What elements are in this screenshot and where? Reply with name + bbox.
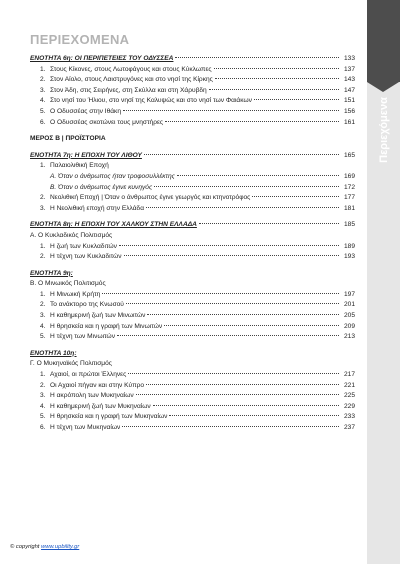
item-number: 5.: [40, 333, 46, 341]
side-tab-label-area: [367, 90, 400, 170]
item-number: 4.: [40, 97, 46, 105]
page-number: 217: [343, 371, 355, 379]
dot-leader: [128, 373, 339, 374]
item-number: 1.: [40, 162, 46, 170]
toc-item[interactable]: [30, 204, 355, 215]
dot-leader: [177, 175, 339, 176]
side-tab-top-block: [367, 0, 400, 82]
item-text-group: [30, 423, 120, 434]
subsection-label-text: Α. Ο Κυκλαδικός Πολιτισμός: [30, 231, 113, 239]
toc-section-heading[interactable]: [30, 151, 355, 162]
toc-subsection-label[interactable]: [30, 359, 355, 370]
page-number: 193: [343, 253, 355, 261]
toc-item[interactable]: [30, 86, 355, 97]
item-text-group: [30, 391, 134, 402]
item-text: Παλαιολιθική Εποχή: [50, 162, 109, 170]
page-number: 237: [343, 424, 355, 431]
table-of-contents: [30, 54, 355, 434]
part-heading-text: ΜΕΡΟΣ Β | ΠΡΟΪΣΤΟΡΙΑ: [30, 135, 106, 143]
item-text-group: [30, 75, 213, 86]
page-number: 161: [343, 118, 355, 126]
toc-subitem[interactable]: [30, 172, 355, 183]
item-text: Το ανάκτορο της Κνωσού: [50, 301, 124, 309]
page-number: 151: [343, 97, 355, 105]
toc-item[interactable]: [30, 412, 355, 423]
item-text-group: [30, 290, 100, 301]
item-text: Η τέχνη των Κυκλαδιτών: [50, 253, 122, 261]
toc-item[interactable]: [30, 193, 355, 204]
item-text: Η θρησκεία και η γραφή των Μυκηναίων: [50, 413, 168, 421]
item-number: 3.: [40, 312, 46, 320]
item-number: 3.: [40, 392, 46, 400]
item-text-group: [30, 412, 167, 423]
item-number: 2.: [40, 253, 46, 261]
dot-leader: [124, 255, 339, 256]
item-text: Ο Οδυσσέας σκοτώνει τους μνηστήρες: [50, 118, 164, 126]
item-text: Η τέχνη των Μινωιτών: [50, 333, 116, 341]
toc-item[interactable]: [30, 332, 355, 343]
dot-leader: [165, 121, 339, 122]
item-text: Στους Κίκονες, στους Λωτοφάγους και στους Κύκλωπες: [50, 65, 212, 73]
page-number: 229: [343, 402, 355, 410]
page-number: 209: [343, 322, 355, 330]
subitem-text: Όταν ο άνθρωπος έγινε κυνηγός: [58, 183, 153, 191]
dot-leader: [144, 154, 339, 155]
item-number: 4.: [40, 322, 46, 330]
item-text-group: [30, 118, 163, 129]
item-text: Νεολιθική Εποχή | Όταν ο άνθρωπος έγινε γεωργός και κτηνοτρόφος: [50, 194, 251, 202]
dot-leader: [209, 89, 339, 90]
dot-leader: [147, 314, 339, 315]
item-number: 6.: [40, 118, 46, 126]
page-number: 205: [343, 312, 355, 320]
toc-item[interactable]: [30, 75, 355, 86]
toc-item[interactable]: [30, 65, 355, 76]
item-text-group: [30, 311, 145, 322]
dot-leader: [254, 99, 339, 100]
toc-section-heading[interactable]: [30, 220, 355, 231]
item-text: Η ακρόπολη των Μυκηναίων: [50, 392, 134, 400]
page-number: 147: [343, 86, 355, 94]
toc-item[interactable]: [30, 311, 355, 322]
page-title: ΠΕΡΙΕΧΟΜΕΝΑ: [30, 32, 130, 47]
item-number: 2.: [40, 381, 46, 389]
item-number: 5.: [40, 107, 46, 115]
item-text: Οι Αχαιοί πήγαν και στην Κύπρο: [50, 381, 145, 389]
item-text: Η Νεολιθική εποχή στην Ελλάδα: [50, 204, 145, 212]
page-number: 201: [343, 301, 355, 309]
subitem-letter: B.: [50, 183, 57, 191]
item-text-group: [30, 402, 151, 413]
dot-leader: [214, 68, 339, 69]
item-number: 3.: [40, 204, 46, 212]
item-text-group: [30, 252, 122, 263]
section-heading-text: ΕΝΟΤΗΤΑ 8η: Η ΕΠΟΧΗ ΤΟΥ ΧΑΛΚΟΥ ΣΤΗΝ ΕΛΛΑΔΑ: [30, 221, 197, 229]
item-text-group: [30, 193, 250, 204]
toc-item[interactable]: [30, 118, 355, 129]
subitem-text-group: [30, 183, 152, 194]
item-text-group: [30, 96, 252, 107]
toc-item[interactable]: [30, 391, 355, 402]
toc-item[interactable]: [30, 252, 355, 263]
toc-item[interactable]: [30, 370, 355, 381]
toc-item[interactable]: [30, 107, 355, 118]
footer: [10, 544, 79, 550]
dot-leader: [175, 57, 339, 58]
dot-leader: [154, 186, 339, 187]
toc-item[interactable]: [30, 242, 355, 253]
subitem-letter: A.: [50, 172, 57, 180]
item-number: 1.: [40, 371, 46, 379]
toc-item[interactable]: [30, 96, 355, 107]
dot-leader: [117, 335, 339, 336]
section-heading-text: ΕΝΟΤΗΤΑ 7η: Η ΕΠΟΧΗ ΤΟΥ ΛΙΘΟΥ: [30, 151, 142, 159]
item-text: Αχαιοί, οι πρώτοι Έλληνες: [50, 371, 127, 379]
dot-leader: [122, 426, 339, 427]
item-number: 2.: [40, 76, 46, 84]
page-number: 185: [343, 221, 355, 229]
page-number: 172: [343, 183, 355, 191]
page-number: 137: [343, 65, 355, 73]
item-number: 2.: [40, 301, 46, 309]
toc-item[interactable]: [30, 161, 355, 172]
toc-item[interactable]: [30, 402, 355, 413]
item-text: Στον Αίολο, στους Λαιστρυγόνες και στο νησί της Κίρκης: [50, 76, 213, 84]
item-text-group: [30, 161, 109, 172]
item-text: Η καθημερινή ζωή των Μυκηναίων: [50, 402, 151, 410]
item-text: Στον Άδη, στις Σειρήνες, στη Σκύλλα και στη Χάρυβδη: [50, 86, 207, 94]
toc-item[interactable]: [30, 290, 355, 301]
dot-leader: [119, 245, 339, 246]
item-number: 5.: [40, 413, 46, 421]
toc-subsection-label[interactable]: [30, 231, 355, 242]
page-number: 143: [343, 76, 355, 84]
section-heading-text: ΕΝΟΤΗΤΑ 9η:: [30, 269, 73, 277]
item-text: Ο Οδυσσέας στην Ιθάκη: [50, 107, 122, 115]
item-text-group: [30, 65, 212, 76]
toc-subitem[interactable]: [30, 183, 355, 194]
item-text: Στο νησί του Ήλιου, στο νησί της Καλυψώς και στο νησί των Φαιάκων: [50, 97, 252, 105]
item-number: 1.: [40, 65, 46, 73]
page-number: 225: [343, 392, 355, 400]
item-text-group: [30, 381, 144, 392]
section-heading-text: ΕΝΟΤΗΤΑ 10η:: [30, 349, 77, 357]
item-text-group: [30, 300, 124, 311]
dot-leader: [153, 405, 339, 406]
item-text: Η Μινωική Κρήτη: [50, 290, 101, 298]
dot-leader: [169, 415, 339, 416]
copyright-text: © copyright: [10, 544, 40, 550]
page-number: 213: [343, 333, 355, 341]
page-number: 233: [343, 413, 355, 421]
subitem-text-group: [30, 172, 175, 183]
dot-leader: [215, 78, 339, 79]
dot-leader: [146, 384, 339, 385]
item-text-group: [30, 242, 117, 253]
dot-leader: [102, 293, 339, 294]
item-number: 6.: [40, 424, 46, 431]
dot-leader: [136, 394, 339, 395]
dot-leader: [164, 325, 339, 326]
toc-section-heading[interactable]: [30, 54, 355, 65]
dot-leader: [199, 223, 339, 224]
item-text-group: [30, 107, 121, 118]
website-link[interactable]: www.upbility.gr: [41, 544, 80, 550]
item-text: Η καθημερινή ζωή των Μινωιτών: [50, 312, 146, 320]
side-tab-label: Περιεχόμενα: [377, 97, 390, 163]
page-number: 189: [343, 242, 355, 250]
item-text-group: [30, 204, 144, 215]
toc-section-heading[interactable]: [30, 349, 355, 360]
toc-item[interactable]: [30, 300, 355, 311]
page-number: 165: [343, 151, 355, 159]
item-number: 3.: [40, 86, 46, 94]
item-text-group: [30, 370, 126, 381]
item-text-group: [30, 332, 115, 343]
toc-section-heading[interactable]: [30, 269, 355, 280]
item-number: 1.: [40, 290, 46, 298]
page-number: 181: [343, 204, 355, 212]
dot-leader: [146, 207, 339, 208]
page-number: 156: [343, 107, 355, 115]
dot-leader: [126, 303, 339, 304]
item-number: 4.: [40, 402, 46, 410]
dot-leader: [123, 110, 339, 111]
item-text-group: [30, 322, 162, 333]
subsection-label-text: Γ. Ο Μυκηναϊκός Πολιτισμός: [30, 360, 112, 368]
item-text: Η τέχνη των Μυκηναίων: [50, 424, 121, 431]
subitem-text: Όταν ο άνθρωπος ήταν τροφοσυλλέκτης: [58, 172, 175, 180]
toc-item[interactable]: [30, 423, 355, 434]
item-text: Η ζωή των Κυκλαδιτών: [50, 242, 117, 250]
toc-subsection-label[interactable]: [30, 279, 355, 290]
page-number: 169: [343, 172, 355, 180]
item-number: 2.: [40, 194, 46, 202]
toc-part-heading[interactable]: [30, 134, 355, 145]
dot-leader: [252, 196, 339, 197]
page-number: 197: [343, 290, 355, 298]
toc-item[interactable]: [30, 381, 355, 392]
item-number: 1.: [40, 242, 46, 250]
toc-item[interactable]: [30, 322, 355, 333]
page-number: 133: [343, 55, 355, 62]
page-number: 221: [343, 381, 355, 389]
item-text: Η θρησκεία και η γραφή των Μινωιτών: [50, 322, 163, 330]
subsection-label-text: Β. Ο Μινωικός Πολιτισμός: [30, 280, 106, 288]
section-heading-text: ΕΝΟΤΗΤΑ 6η: ΟΙ ΠΕΡΙΠΕΤΕΙΕΣ ΤΟΥ ΟΔΥΣΣΕΑ: [30, 55, 174, 62]
item-text-group: [30, 86, 207, 97]
page-number: 177: [343, 194, 355, 202]
